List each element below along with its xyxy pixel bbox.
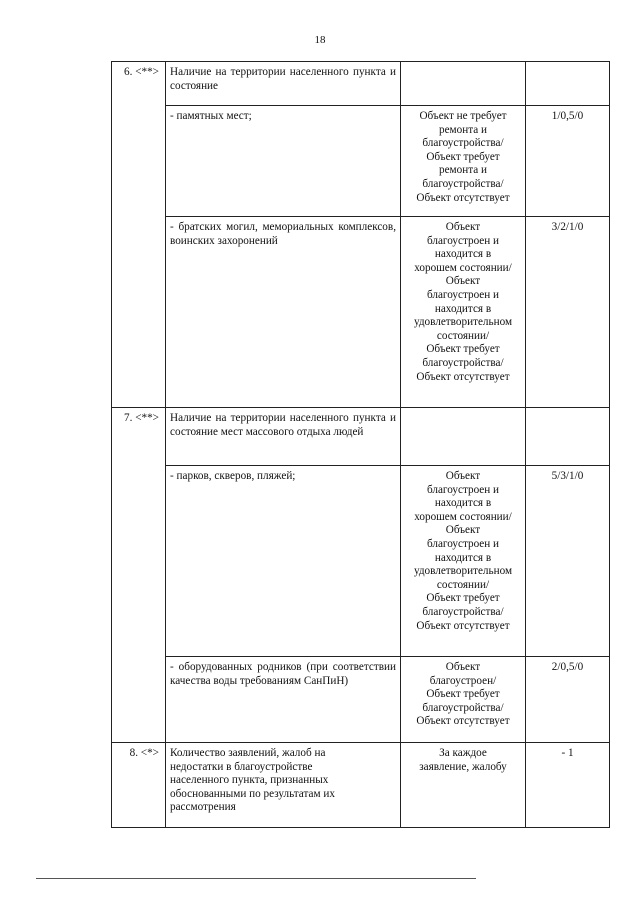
item-text: - братских могил, мемориальных комплексов, воинских захоронений	[166, 217, 401, 408]
item-score: 1/0,5/0	[526, 106, 610, 217]
item-criteria: Объект благоустроен и находится в хорошем состоянии/ Объект благоустроен и находится в удовлетворительном состоянии/ Объект требует благоустройства/ Объект отсутствует	[401, 466, 526, 657]
empty-cell	[401, 408, 526, 466]
table-row	[112, 743, 610, 828]
item-text: - оборудованных родников (при соответствии качества воды требованиям СанПиН)	[166, 657, 401, 743]
empty-cell	[526, 408, 610, 466]
section-number: 8. <*>	[112, 743, 166, 828]
item-score: 2/0,5/0	[526, 657, 610, 743]
section-number: 7. <**>	[112, 408, 166, 743]
item-score: 3/2/1/0	[526, 217, 610, 408]
section-header: Наличие на территории населенного пункта и состояние	[166, 62, 401, 106]
item-criteria: Объект благоустроен и находится в хорошем состоянии/ Объект благоустроен и находится в удовлетворительном состоянии/ Объект требует благоустройства/ Объект отсутствует	[401, 217, 526, 408]
item-text: Количество заявлений, жалоб на недостатки в благоустройстве населенного пункта, признанных обоснованными по результатам их рассмотрения	[166, 743, 401, 828]
item-criteria: Объект не требует ремонта и благоустройства/ Объект требует ремонта и благоустройства/ Объект отсутствует	[401, 106, 526, 217]
footnote-separator	[36, 878, 476, 879]
section-number: 6. <**>	[112, 62, 166, 408]
page-number: 18	[314, 34, 326, 46]
empty-cell	[401, 62, 526, 106]
empty-cell	[526, 62, 610, 106]
item-text: - парков, скверов, пляжей;	[166, 466, 401, 657]
section-header: Наличие на территории населенного пункта и состояние мест массового отдыха людей	[166, 408, 401, 466]
item-score: 5/3/1/0	[526, 466, 610, 657]
criteria-table	[111, 61, 610, 828]
table-row	[112, 408, 610, 466]
item-score: - 1	[526, 743, 610, 828]
table-row	[112, 106, 610, 217]
item-criteria: Объект благоустроен/ Объект требует благоустройства/ Объект отсутствует	[401, 657, 526, 743]
table-row	[112, 466, 610, 657]
item-criteria: За каждое заявление, жалобу	[401, 743, 526, 828]
item-text: - памятных мест;	[166, 106, 401, 217]
table-row	[112, 62, 610, 106]
table-row	[112, 657, 610, 743]
table-row	[112, 217, 610, 408]
